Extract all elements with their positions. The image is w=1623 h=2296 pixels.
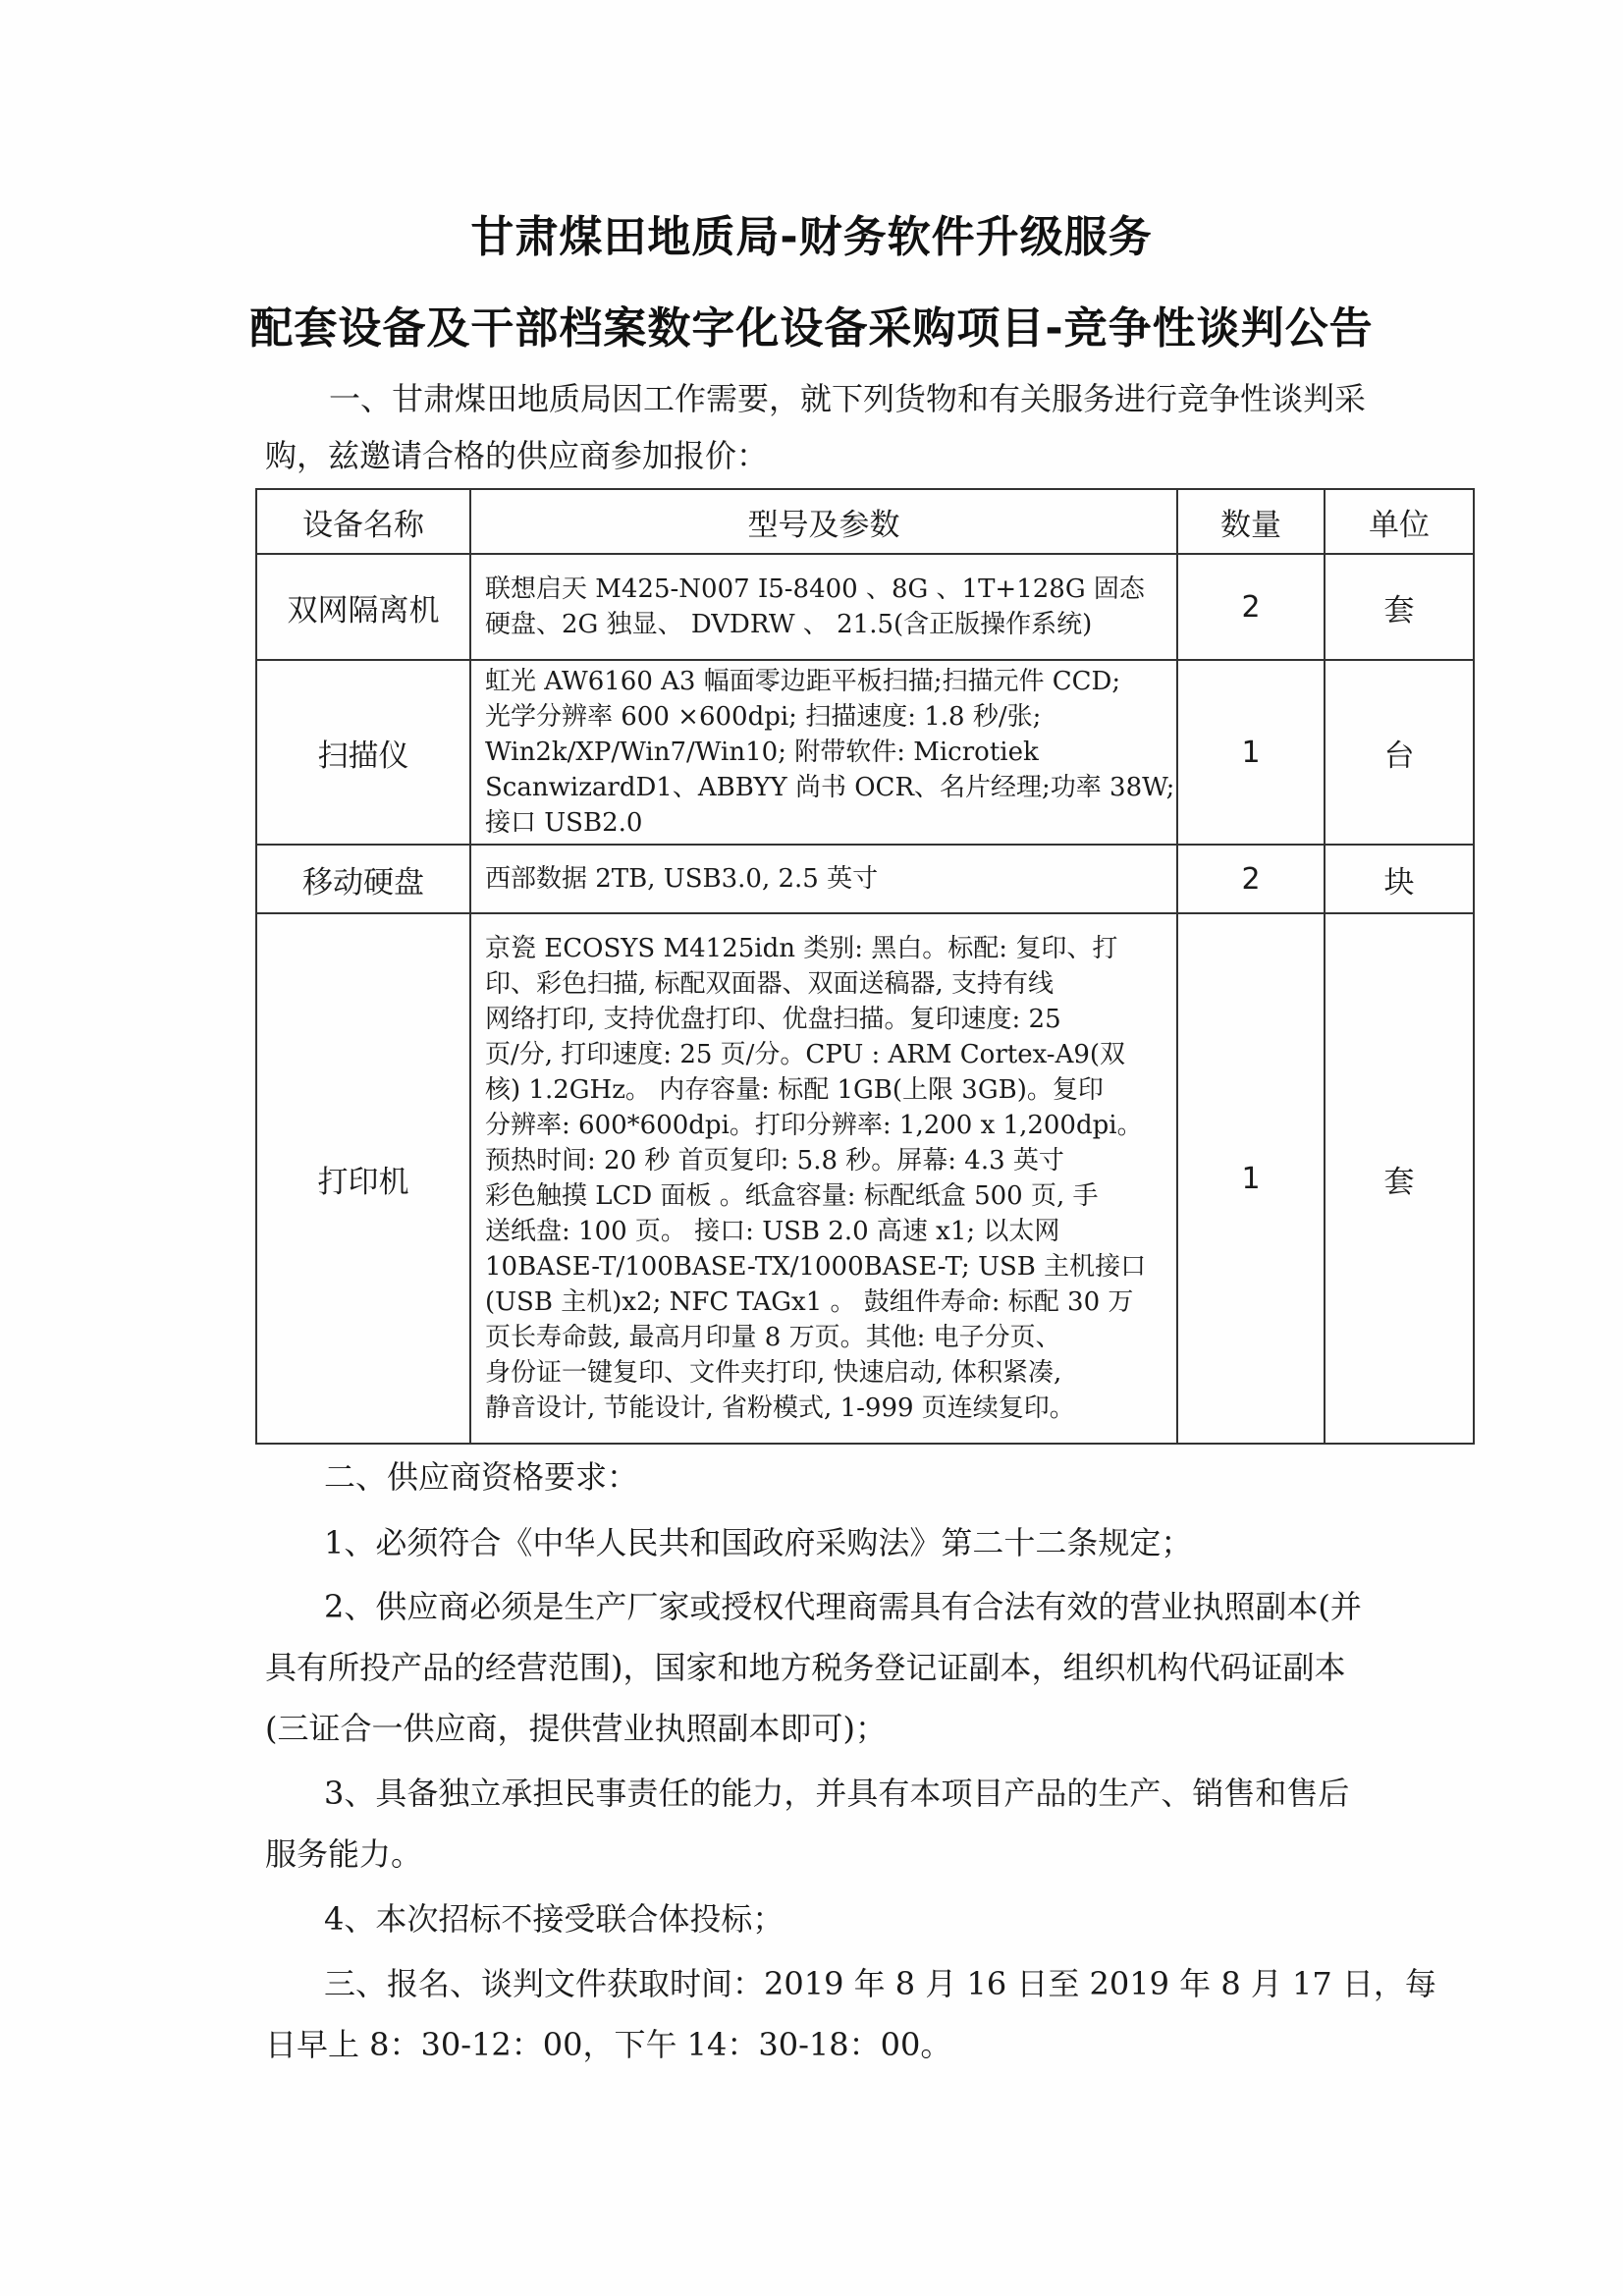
header-quantity: 数量 bbox=[1177, 489, 1325, 554]
cell-model-params bbox=[470, 554, 1177, 660]
cell-equipment-name: 扫描仪 bbox=[256, 660, 470, 845]
section-2-heading: 二、供应商资格要求： bbox=[324, 1458, 639, 1496]
param-line: 网络打印, 支持优盘打印、优盘扫描。复印速度: 25 bbox=[485, 1005, 1061, 1034]
param-line: 静音设计, 节能设计, 省粉模式, 1-999 页连续复印。 bbox=[485, 1394, 1075, 1423]
requirement-2-line-1: 2、供应商必须是生产厂家或授权代理商需具有合法有效的营业执照副本(并 bbox=[324, 1588, 1362, 1625]
cell-quantity: 2 bbox=[1177, 845, 1325, 913]
param-line: 页/分, 打印速度: 25 页/分。CPU : ARM Cortex-A9(双 bbox=[485, 1040, 1126, 1069]
requirement-1: 1、必须符合《中华人民共和国政府采购法》第二十二条规定； bbox=[324, 1524, 1193, 1561]
table-header-row bbox=[256, 489, 1474, 554]
param-line: ScanwizardD1、ABBYY 尚书 OCR、名片经理;功率 38W; bbox=[485, 773, 1175, 802]
param-line: Win2k/XP/Win7/Win10; 附带软件: Microtiek bbox=[485, 738, 1039, 767]
cell-model-params bbox=[470, 913, 1177, 1444]
cell-equipment-name: 打印机 bbox=[256, 913, 470, 1444]
intro-line-2: 购，兹邀请合格的供应商参加报价： bbox=[265, 437, 769, 474]
param-line: 光学分辨率 600 ×600dpi; 扫描速度: 1.8 秒/张; bbox=[485, 702, 1042, 732]
cell-unit: 套 bbox=[1325, 913, 1474, 1444]
requirement-2-line-2: 具有所投产品的经营范围)，国家和地方税务登记证副本，组织机构代码证副本 bbox=[265, 1649, 1346, 1686]
document-title-line-2: 配套设备及干部档案数字化设备采购项目-竞争性谈判公告 bbox=[249, 303, 1374, 354]
header-unit: 单位 bbox=[1325, 489, 1474, 554]
param-line: 核) 1.2GHz。 内存容量: 标配 1GB(上限 3GB)。复印 bbox=[485, 1075, 1104, 1105]
table-row bbox=[256, 913, 1474, 1444]
param-line: 京瓷 ECOSYS M4125idn 类别: 黑白。标配: 复印、打 bbox=[485, 934, 1118, 963]
cell-unit: 台 bbox=[1325, 660, 1474, 845]
param-line: 虹光 AW6160 A3 幅面零边距平板扫描;扫描元件 CCD; bbox=[485, 667, 1121, 696]
param-line: 送纸盘: 100 页。 接口: USB 2.0 高速 x1; 以太网 bbox=[485, 1217, 1060, 1246]
cell-model-params bbox=[470, 845, 1177, 913]
table-row bbox=[256, 845, 1474, 913]
param-line: 联想启天 M425-N007 I5-8400 、8G 、1T+128G 固态 bbox=[485, 574, 1145, 604]
param-line: 彩色触摸 LCD 面板 。纸盒容量: 标配纸盒 500 页, 手 bbox=[485, 1181, 1099, 1211]
param-line: 10BASE-T/100BASE-TX/1000BASE-T; USB 主机接口 bbox=[485, 1252, 1147, 1282]
header-model-params: 型号及参数 bbox=[470, 489, 1177, 554]
cell-unit: 块 bbox=[1325, 845, 1474, 913]
param-line: 硬盘、2G 独显、 DVDRW 、 21.5(含正版操作系统) bbox=[485, 610, 1093, 639]
requirement-3-line-1: 3、具备独立承担民事责任的能力，并具有本项目产品的生产、销售和售后 bbox=[324, 1775, 1350, 1812]
cell-equipment-name: 移动硬盘 bbox=[256, 845, 470, 913]
param-line: 分辨率: 600*600dpi。打印分辨率: 1,200 x 1,200dpi。 bbox=[485, 1111, 1143, 1140]
requirement-3-line-2: 服务能力。 bbox=[265, 1835, 423, 1873]
cell-quantity: 1 bbox=[1177, 913, 1325, 1444]
param-line: 页长寿命鼓, 最高月印量 8 万页。其他: 电子分页、 bbox=[485, 1323, 1061, 1352]
cell-unit: 套 bbox=[1325, 554, 1474, 660]
cell-equipment-name: 双网隔离机 bbox=[256, 554, 470, 660]
requirement-2-line-3: (三证合一供应商，提供营业执照副本即可)； bbox=[265, 1710, 887, 1747]
requirement-4: 4、本次招标不接受联合体投标； bbox=[324, 1900, 784, 1938]
section-3-line-1: 三、报名、谈判文件获取时间：2019 年 8 月 16 日至 2019 年 8 月 17 日，每 bbox=[324, 1965, 1436, 2002]
param-line: 接口 USB2.0 bbox=[485, 808, 643, 838]
table-row bbox=[256, 554, 1474, 660]
table-row bbox=[256, 660, 1474, 845]
param-line: 预热时间: 20 秒 首页复印: 5.8 秒。屏幕: 4.3 英寸 bbox=[485, 1146, 1064, 1175]
param-line: 身份证一键复印、文件夹打印, 快速启动, 体积紧凑, bbox=[485, 1358, 1062, 1388]
cell-quantity: 1 bbox=[1177, 660, 1325, 845]
document-title-line-1: 甘肃煤田地质局-财务软件升级服务 bbox=[470, 212, 1153, 262]
header-equipment-name: 设备名称 bbox=[256, 489, 470, 554]
equipment-table bbox=[255, 488, 1475, 1445]
intro-line-1: 一、甘肃煤田地质局因工作需要，就下列货物和有关服务进行竞争性谈判采 bbox=[329, 380, 1367, 417]
cell-quantity: 2 bbox=[1177, 554, 1325, 660]
param-line: 西部数据 2TB, USB3.0, 2.5 英寸 bbox=[485, 864, 879, 894]
param-line: 印、彩色扫描, 标配双面器、双面送稿器, 支持有线 bbox=[485, 969, 1055, 999]
cell-model-params bbox=[470, 660, 1177, 845]
section-3-line-2: 日早上 8：30-12：00，下午 14：30-18：00。 bbox=[265, 2026, 952, 2063]
param-line: (USB 主机)x2; NFC TAGx1 。 鼓组件寿命: 标配 30 万 bbox=[485, 1287, 1134, 1317]
